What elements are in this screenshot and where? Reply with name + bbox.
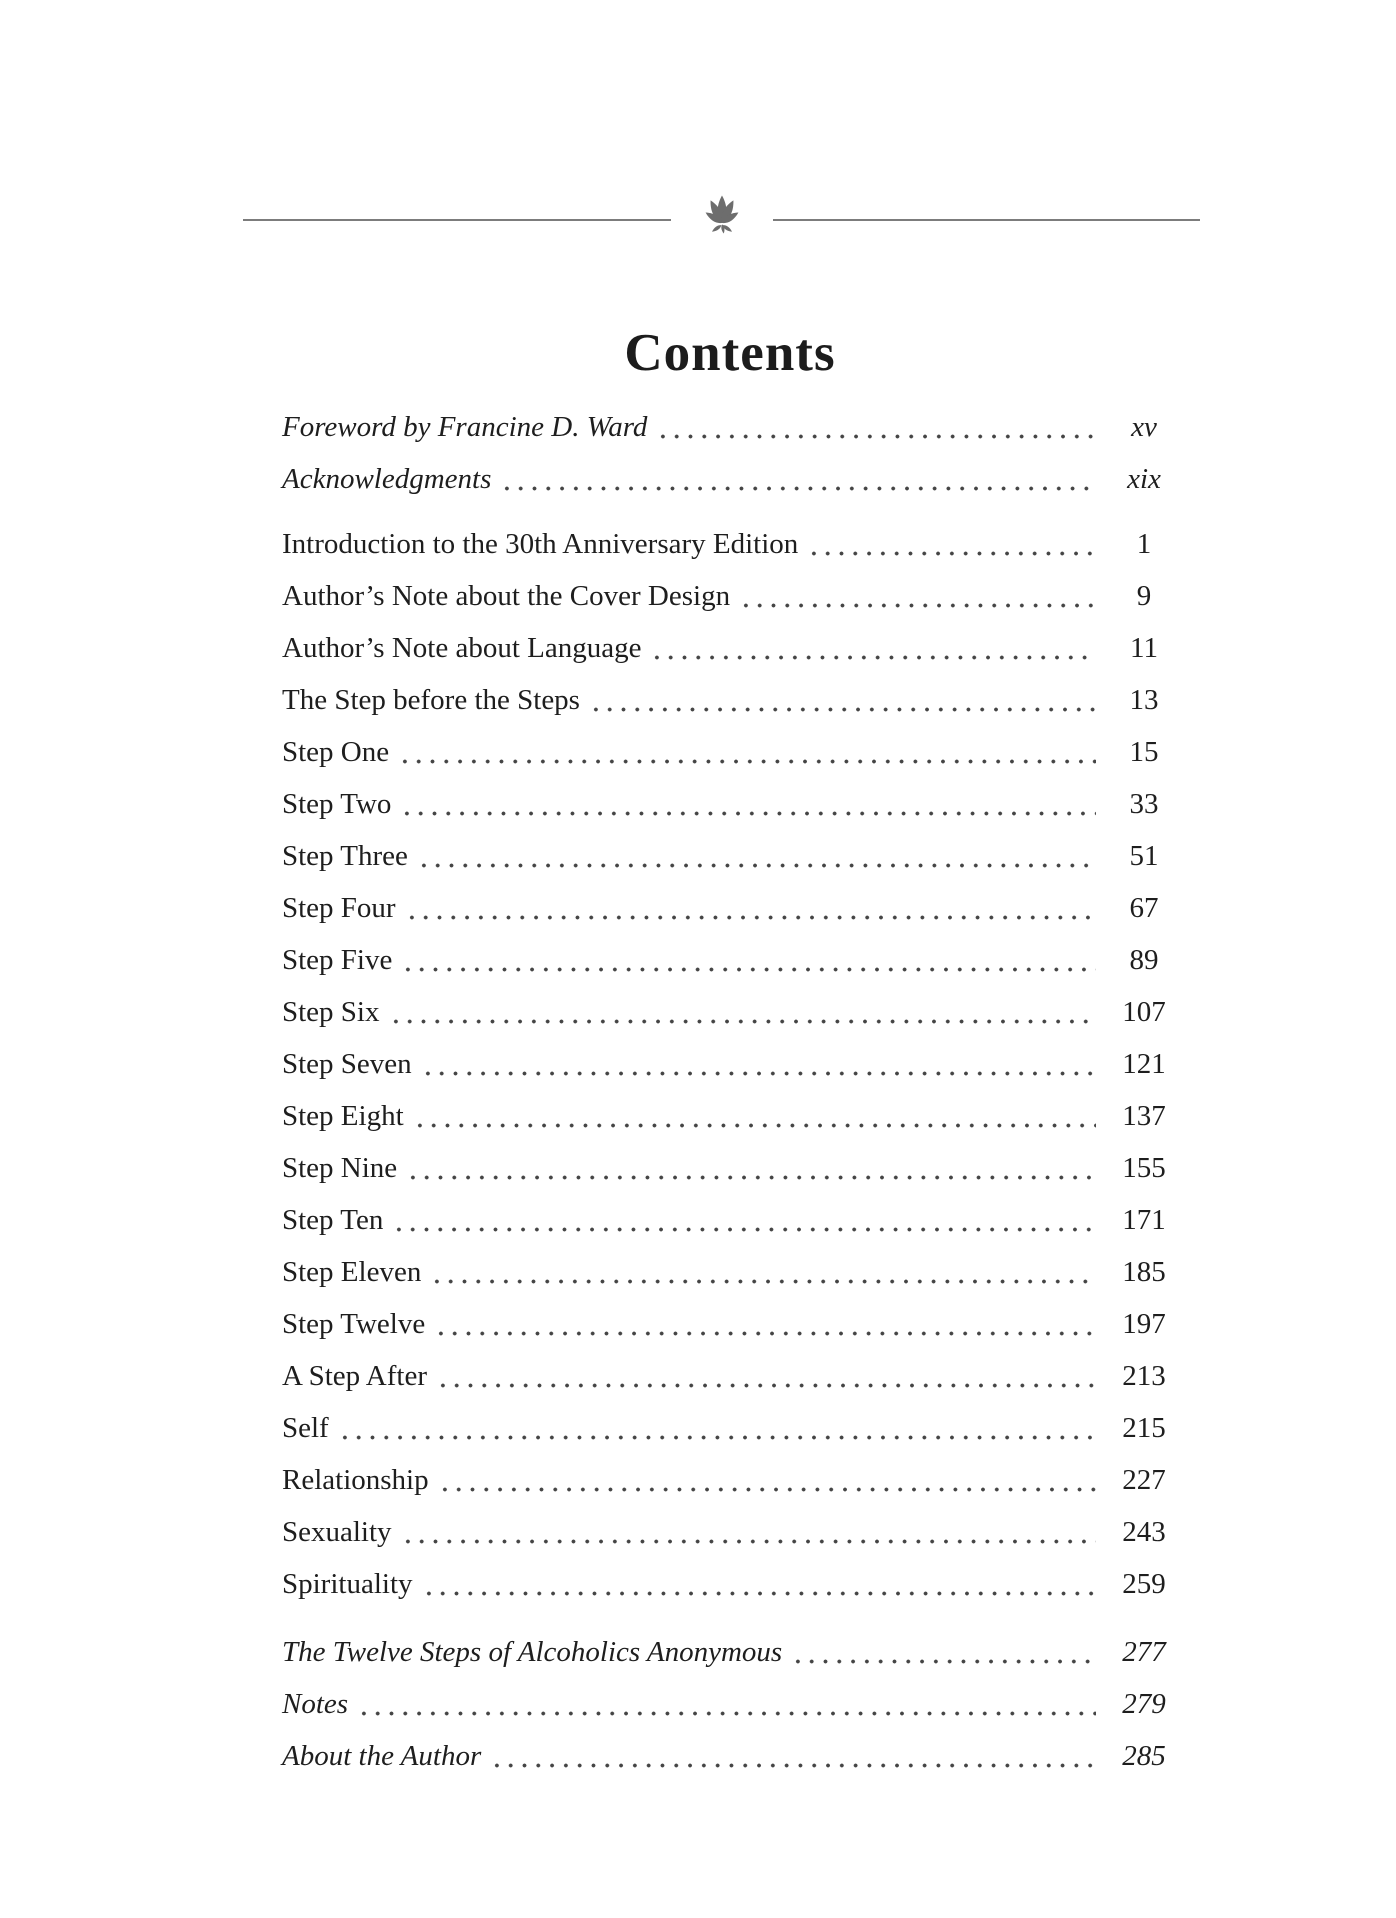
toc-row [282, 674, 1180, 726]
toc-row [282, 882, 1180, 934]
toc-entry-label: Author’s Note about Language [282, 632, 642, 664]
toc-row [282, 1678, 1180, 1730]
divider-line-left [243, 219, 671, 221]
toc-entry-label: The Twelve Steps of Alcoholics Anonymous [282, 1636, 783, 1668]
toc-row [282, 1142, 1180, 1194]
toc-entry-label: Step Six [282, 996, 380, 1028]
toc-back-matter-group [282, 1626, 1180, 1782]
toc-page-number: 227 [1122, 1464, 1166, 1496]
dot-leader [652, 401, 1096, 453]
dot-leader [394, 726, 1096, 778]
toc-entry-label: Step Five [282, 944, 393, 976]
toc-entry-label: Foreword by Francine D. Ward [282, 411, 648, 443]
toc-page-number: 277 [1122, 1636, 1166, 1668]
toc-entry-label: Step Three [282, 840, 408, 872]
toc-page-number: 137 [1122, 1100, 1166, 1132]
toc-page-number: 171 [1122, 1204, 1166, 1236]
toc-page-number: 107 [1122, 996, 1166, 1028]
dot-leader [401, 882, 1096, 934]
dot-leader [334, 1402, 1096, 1454]
toc-row [282, 1246, 1180, 1298]
toc-entry-label: Step Ten [282, 1204, 384, 1236]
toc-page-number: 15 [1129, 736, 1159, 768]
toc-row [282, 1038, 1180, 1090]
toc-entry-label: Step Eight [282, 1100, 404, 1132]
toc-page-number: 215 [1122, 1412, 1166, 1444]
dot-leader [426, 1246, 1096, 1298]
toc-page-number: 155 [1122, 1152, 1166, 1184]
dot-leader [432, 1350, 1096, 1402]
toc-page-number: xix [1127, 463, 1161, 495]
toc-page-number: 11 [1130, 632, 1158, 664]
dot-leader [434, 1454, 1096, 1506]
toc-page-number: 185 [1122, 1256, 1166, 1288]
dot-leader [735, 570, 1096, 622]
toc-row [282, 1350, 1180, 1402]
toc-row [282, 570, 1180, 622]
toc-entry-label: Author’s Note about the Cover Design [282, 580, 731, 612]
toc-page-number: 197 [1122, 1308, 1166, 1340]
toc-entry-label: Step Seven [282, 1048, 412, 1080]
toc-entry-label: A Step After [282, 1360, 427, 1392]
table-of-contents [282, 401, 1180, 1782]
toc-page-number: 121 [1122, 1048, 1166, 1080]
toc-main-group [282, 518, 1180, 1610]
toc-row [282, 401, 1180, 453]
toc-row [282, 1558, 1180, 1610]
toc-row [282, 1298, 1180, 1350]
dot-leader [646, 622, 1096, 674]
toc-entry-label: Notes [282, 1688, 349, 1720]
toc-page-number: 279 [1122, 1688, 1166, 1720]
dot-leader [417, 1038, 1096, 1090]
dot-leader [430, 1298, 1096, 1350]
toc-entry-label: Step Four [282, 892, 396, 924]
toc-page-number: 243 [1122, 1516, 1166, 1548]
toc-row [282, 830, 1180, 882]
toc-row [282, 1506, 1180, 1558]
dot-leader [385, 986, 1097, 1038]
dot-leader [585, 674, 1096, 726]
dot-leader [388, 1194, 1096, 1246]
toc-entry-label: Step Eleven [282, 1256, 422, 1288]
toc-entry-label: Step Nine [282, 1152, 398, 1184]
toc-page-number: 259 [1122, 1568, 1166, 1600]
toc-entry-label: Spirituality [282, 1568, 413, 1600]
dot-leader [787, 1626, 1096, 1678]
dot-leader [486, 1730, 1096, 1782]
toc-row [282, 1626, 1180, 1678]
toc-row [282, 778, 1180, 830]
toc-entry-label: Relationship [282, 1464, 429, 1496]
page-title: Contents [624, 323, 836, 382]
dot-leader [402, 1142, 1096, 1194]
toc-row [282, 1730, 1180, 1782]
dot-leader [803, 518, 1096, 570]
toc-front-matter-group [282, 401, 1180, 505]
toc-page-number: 285 [1122, 1740, 1166, 1772]
toc-row [282, 518, 1180, 570]
toc-entry-label: Step Twelve [282, 1308, 426, 1340]
lotus-leaf-ornament-icon [683, 185, 761, 241]
toc-row [282, 1454, 1180, 1506]
toc-entry-label: Step One [282, 736, 390, 768]
dot-leader [396, 778, 1096, 830]
ornament-divider [243, 194, 1200, 246]
toc-row [282, 1402, 1180, 1454]
toc-row [282, 453, 1180, 505]
dot-leader [418, 1558, 1097, 1610]
divider-line-right [773, 219, 1201, 221]
dot-leader [397, 934, 1096, 986]
toc-row [282, 726, 1180, 778]
toc-page-number: 33 [1129, 788, 1159, 820]
toc-page-number: 213 [1122, 1360, 1166, 1392]
toc-page-number: 13 [1129, 684, 1159, 716]
toc-entry-label: Acknowledgments [282, 463, 492, 495]
dot-leader [397, 1506, 1096, 1558]
toc-page-number: 51 [1129, 840, 1159, 872]
dot-leader [353, 1678, 1096, 1730]
toc-row [282, 1194, 1180, 1246]
toc-page-number: 89 [1129, 944, 1159, 976]
toc-entry-label: Self [282, 1412, 329, 1444]
toc-entry-label: Step Two [282, 788, 392, 820]
dot-leader [413, 830, 1096, 882]
toc-row [282, 622, 1180, 674]
toc-row [282, 1090, 1180, 1142]
dot-leader [409, 1090, 1096, 1142]
toc-page-number: 1 [1136, 528, 1152, 560]
toc-entry-label: Introduction to the 30th Anniversary Edition [282, 528, 799, 560]
toc-entry-label: The Step before the Steps [282, 684, 580, 716]
toc-page-number: xv [1131, 411, 1157, 443]
toc-page-number: 9 [1136, 580, 1152, 612]
toc-row [282, 934, 1180, 986]
toc-entry-label: Sexuality [282, 1516, 392, 1548]
dot-leader [496, 453, 1096, 505]
toc-page-number: 67 [1129, 892, 1159, 924]
toc-entry-label: About the Author [282, 1740, 482, 1772]
toc-row [282, 986, 1180, 1038]
